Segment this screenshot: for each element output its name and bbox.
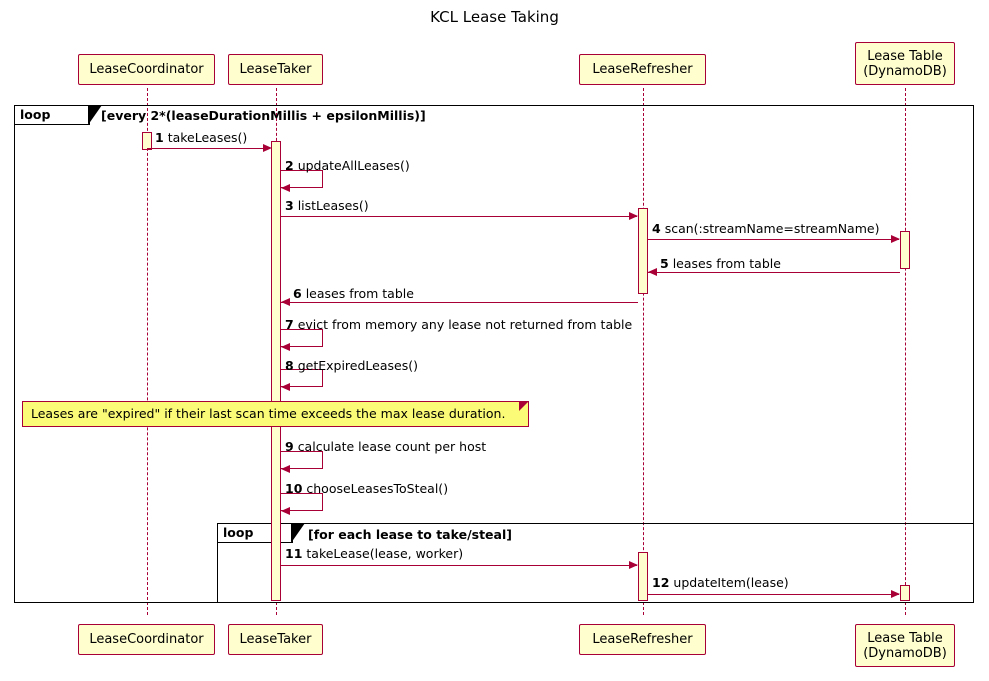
message-arrow-12 (648, 594, 899, 595)
loop-frame-outer-label: loop (20, 107, 51, 122)
message-label-2 (285, 158, 410, 173)
loop-frame-outer-condition: [every 2*(leaseDurationMillis + epsilonMillis)] (101, 108, 426, 123)
message-text-3: listLeases() (297, 198, 369, 213)
message-label-6 (293, 286, 414, 301)
participant-label: LeaseRefresher (592, 62, 693, 77)
activation-table-2 (900, 585, 910, 601)
message-number-1: 1 (155, 130, 164, 145)
message-number-3: 3 (285, 198, 294, 213)
message-arrowhead-5 (648, 268, 657, 276)
message-text-4: scan(:streamName=streamName) (664, 221, 880, 236)
message-arrowhead-6 (281, 298, 290, 306)
message-text-12: updateItem(lease) (673, 575, 789, 590)
participant-refresher-bottom[interactable] (579, 624, 706, 655)
message-label-4 (652, 221, 879, 236)
message-arrow-6 (281, 302, 638, 303)
message-label-5 (660, 256, 781, 271)
message-number-8: 8 (285, 358, 294, 373)
message-arrowhead-3 (629, 212, 638, 220)
message-arrowhead-9 (281, 465, 290, 473)
message-number-4: 4 (652, 221, 661, 236)
message-arrow-5 (648, 272, 900, 273)
message-arrow-11 (281, 565, 637, 566)
message-arrowhead-2 (281, 184, 290, 192)
participant-label-line2: (DynamoDB) (863, 63, 947, 79)
message-text-1: takeLeases() (167, 130, 248, 145)
participant-label-line1: Lease Table (867, 630, 943, 646)
activation-refresher (638, 208, 648, 294)
message-arrow-4 (648, 239, 899, 240)
participant-coordinator-top[interactable] (78, 54, 215, 85)
loop-frame-inner-label: loop (223, 525, 254, 540)
message-arrow-1 (147, 148, 265, 149)
message-number-5: 5 (660, 256, 669, 271)
participant-taker-top[interactable] (228, 54, 323, 85)
participant-coordinator-bottom[interactable] (78, 624, 215, 655)
note-text: Leases are "expired" if their last scan time exceeds the max lease duration. (31, 406, 506, 421)
message-label-7 (285, 317, 632, 332)
participant-label-line2: (DynamoDB) (863, 645, 947, 661)
message-arrowhead-8 (281, 383, 290, 391)
message-text-8: getExpiredLeases() (297, 358, 418, 373)
page-title: KCL Lease Taking (430, 8, 559, 26)
participant-table-bottom[interactable] (855, 624, 955, 667)
loop-frame-outer-label-notch (88, 105, 102, 126)
participant-label: LeaseCoordinator (89, 62, 204, 77)
message-number-10: 10 (285, 481, 303, 496)
loop-frame-inner-condition: [for each lease to take/steal] (308, 527, 512, 542)
participant-label: LeaseCoordinator (89, 632, 204, 647)
message-label-1 (155, 130, 247, 145)
message-label-12 (652, 575, 789, 590)
message-text-7: evict from memory any lease not returned from table (297, 317, 633, 332)
participant-label: LeaseTaker (239, 62, 312, 77)
message-number-9: 9 (285, 439, 294, 454)
message-label-11 (285, 546, 463, 561)
message-label-9 (285, 439, 486, 454)
message-label-8 (285, 358, 418, 373)
activation-taker (271, 141, 281, 601)
message-text-9: calculate lease count per host (297, 439, 487, 454)
participant-taker-bottom[interactable] (228, 624, 323, 655)
activation-table (900, 231, 910, 269)
message-number-7: 7 (285, 317, 294, 332)
message-text-11: takeLease(lease, worker) (306, 546, 464, 561)
message-label-3 (285, 198, 369, 213)
participant-label-line1: Lease Table (867, 48, 943, 64)
message-number-6: 6 (293, 286, 302, 301)
message-arrowhead-10 (281, 507, 290, 515)
message-arrowhead-1 (263, 144, 272, 152)
message-arrow-3 (281, 216, 637, 217)
participant-table-top[interactable] (855, 42, 955, 85)
participant-label: LeaseTaker (239, 632, 312, 647)
message-arrowhead-4 (891, 235, 900, 243)
participant-label: LeaseRefresher (592, 632, 693, 647)
message-arrowhead-11 (629, 561, 638, 569)
message-number-12: 12 (652, 575, 670, 590)
participant-refresher-top[interactable] (579, 54, 706, 85)
note-expired-leases (22, 401, 529, 427)
loop-frame-inner-label-notch (291, 523, 305, 544)
message-arrowhead-12 (891, 590, 900, 598)
loop-frame-outer-label-box (14, 105, 90, 125)
message-text-5: leases from table (672, 256, 781, 271)
loop-frame-inner-label-box (217, 523, 293, 543)
message-text-2: updateAllLeases() (297, 158, 410, 173)
activation-refresher-2 (638, 552, 648, 601)
message-text-6: leases from table (305, 286, 414, 301)
message-text-10: chooseLeasesToSteal() (306, 481, 449, 496)
message-number-2: 2 (285, 158, 294, 173)
note-fold-corner (519, 401, 529, 411)
message-label-10 (285, 481, 448, 496)
message-number-11: 11 (285, 546, 303, 561)
message-arrowhead-7 (281, 343, 290, 351)
